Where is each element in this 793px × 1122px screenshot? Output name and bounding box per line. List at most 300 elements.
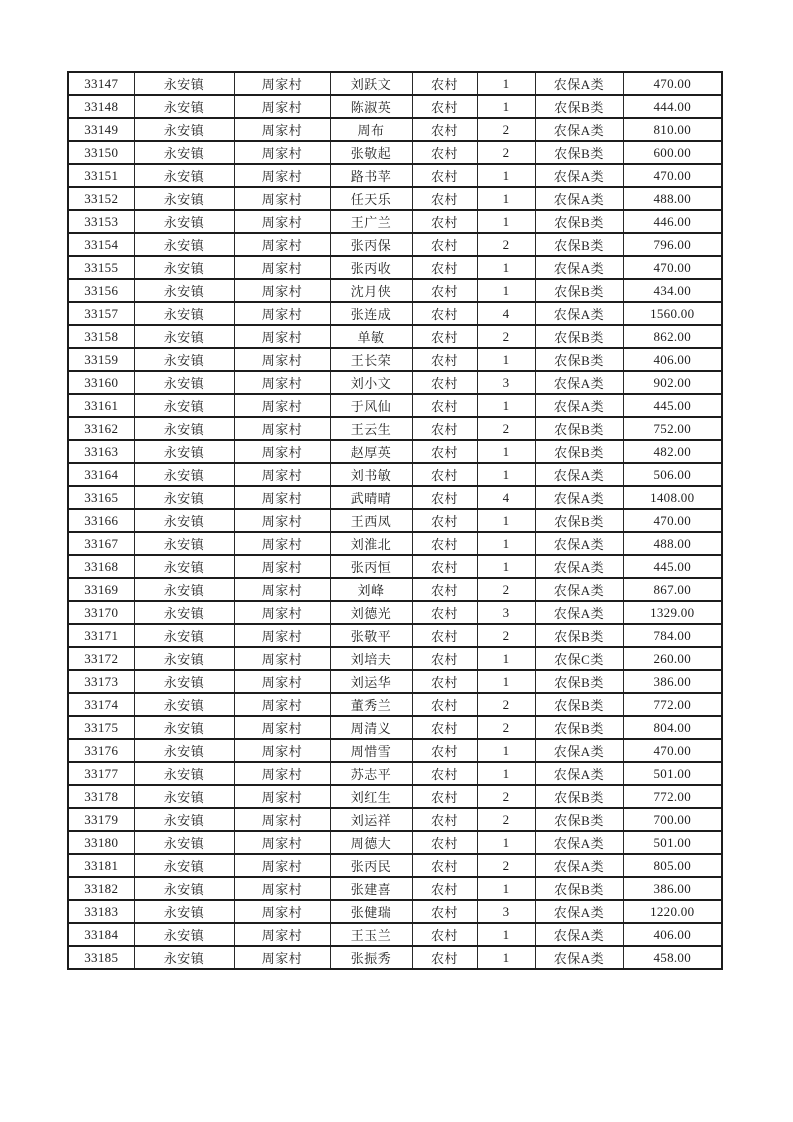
cell-residence-type: 农村: [412, 302, 477, 325]
cell-amount: 406.00: [623, 923, 722, 946]
cell-amount: 445.00: [623, 394, 722, 417]
cell-amount: 1220.00: [623, 900, 722, 923]
cell-insurance-category: 农保B类: [535, 716, 623, 739]
cell-amount: 260.00: [623, 647, 722, 670]
cell-village: 周家村: [234, 555, 330, 578]
cell-person-name: 张敬平: [330, 624, 412, 647]
cell-town: 永安镇: [134, 302, 234, 325]
cell-town: 永安镇: [134, 647, 234, 670]
cell-village: 周家村: [234, 394, 330, 417]
table-row: [68, 854, 722, 877]
cell-residence-type: 农村: [412, 762, 477, 785]
cell-village: 周家村: [234, 785, 330, 808]
cell-residence-type: 农村: [412, 624, 477, 647]
cell-residence-type: 农村: [412, 532, 477, 555]
cell-person-name: 刘小文: [330, 371, 412, 394]
cell-residence-type: 农村: [412, 141, 477, 164]
cell-residence-type: 农村: [412, 854, 477, 877]
table-row: [68, 555, 722, 578]
cell-person-name: 路书苹: [330, 164, 412, 187]
cell-record-id: 33164: [68, 463, 134, 486]
cell-record-id: 33176: [68, 739, 134, 762]
cell-person-name: 刘红生: [330, 785, 412, 808]
cell-person-name: 刘跃文: [330, 72, 412, 95]
cell-record-id: 33185: [68, 946, 134, 969]
cell-amount: 772.00: [623, 785, 722, 808]
cell-residence-type: 农村: [412, 72, 477, 95]
cell-village: 周家村: [234, 256, 330, 279]
cell-residence-type: 农村: [412, 95, 477, 118]
cell-person-name: 刘书敏: [330, 463, 412, 486]
cell-residence-type: 农村: [412, 417, 477, 440]
table-row: [68, 417, 722, 440]
cell-town: 永安镇: [134, 210, 234, 233]
cell-insurance-category: 农保A类: [535, 601, 623, 624]
cell-record-id: 33165: [68, 486, 134, 509]
cell-town: 永安镇: [134, 670, 234, 693]
cell-residence-type: 农村: [412, 923, 477, 946]
cell-insurance-category: 农保B类: [535, 670, 623, 693]
cell-insurance-category: 农保B类: [535, 785, 623, 808]
cell-amount: 445.00: [623, 555, 722, 578]
cell-insurance-category: 农保B类: [535, 325, 623, 348]
cell-insurance-category: 农保B类: [535, 95, 623, 118]
cell-person-name: 于风仙: [330, 394, 412, 417]
cell-record-id: 33159: [68, 348, 134, 371]
cell-person-count: 3: [477, 371, 535, 394]
cell-record-id: 33149: [68, 118, 134, 141]
cell-person-name: 刘德光: [330, 601, 412, 624]
cell-village: 周家村: [234, 95, 330, 118]
cell-village: 周家村: [234, 900, 330, 923]
cell-person-name: 张敬起: [330, 141, 412, 164]
cell-residence-type: 农村: [412, 601, 477, 624]
cell-town: 永安镇: [134, 486, 234, 509]
cell-village: 周家村: [234, 693, 330, 716]
cell-town: 永安镇: [134, 118, 234, 141]
cell-village: 周家村: [234, 210, 330, 233]
table-row: [68, 371, 722, 394]
cell-person-count: 2: [477, 716, 535, 739]
cell-person-count: 2: [477, 118, 535, 141]
table-row: [68, 95, 722, 118]
records-table: [67, 71, 723, 970]
cell-town: 永安镇: [134, 141, 234, 164]
cell-person-name: 张丙收: [330, 256, 412, 279]
cell-amount: 470.00: [623, 256, 722, 279]
cell-amount: 482.00: [623, 440, 722, 463]
cell-insurance-category: 农保A类: [535, 900, 623, 923]
cell-person-name: 武晴晴: [330, 486, 412, 509]
cell-person-count: 1: [477, 463, 535, 486]
cell-person-name: 周德大: [330, 831, 412, 854]
cell-person-count: 1: [477, 164, 535, 187]
cell-person-count: 1: [477, 532, 535, 555]
table-row: [68, 716, 722, 739]
cell-village: 周家村: [234, 417, 330, 440]
cell-residence-type: 农村: [412, 325, 477, 348]
cell-town: 永安镇: [134, 394, 234, 417]
cell-residence-type: 农村: [412, 164, 477, 187]
cell-residence-type: 农村: [412, 693, 477, 716]
cell-insurance-category: 农保A类: [535, 486, 623, 509]
table-row: [68, 509, 722, 532]
cell-amount: 1329.00: [623, 601, 722, 624]
cell-village: 周家村: [234, 647, 330, 670]
cell-person-count: 3: [477, 900, 535, 923]
table-row: [68, 141, 722, 164]
cell-village: 周家村: [234, 739, 330, 762]
cell-insurance-category: 农保A类: [535, 854, 623, 877]
cell-insurance-category: 农保A类: [535, 72, 623, 95]
cell-insurance-category: 农保A类: [535, 739, 623, 762]
cell-village: 周家村: [234, 831, 330, 854]
cell-town: 永安镇: [134, 762, 234, 785]
cell-insurance-category: 农保A类: [535, 164, 623, 187]
table-body: [68, 72, 722, 969]
cell-person-count: 1: [477, 256, 535, 279]
table-row: [68, 256, 722, 279]
cell-person-name: 张丙民: [330, 854, 412, 877]
cell-village: 周家村: [234, 233, 330, 256]
cell-village: 周家村: [234, 854, 330, 877]
table-row: [68, 762, 722, 785]
table-row: [68, 670, 722, 693]
cell-town: 永安镇: [134, 509, 234, 532]
cell-village: 周家村: [234, 440, 330, 463]
cell-town: 永安镇: [134, 578, 234, 601]
cell-village: 周家村: [234, 532, 330, 555]
cell-record-id: 33167: [68, 532, 134, 555]
cell-person-count: 1: [477, 946, 535, 969]
cell-residence-type: 农村: [412, 555, 477, 578]
cell-residence-type: 农村: [412, 900, 477, 923]
table-row: [68, 601, 722, 624]
cell-person-name: 刘运祥: [330, 808, 412, 831]
cell-residence-type: 农村: [412, 440, 477, 463]
cell-insurance-category: 农保B类: [535, 233, 623, 256]
cell-town: 永安镇: [134, 95, 234, 118]
cell-amount: 902.00: [623, 371, 722, 394]
table-row: [68, 739, 722, 762]
table-row: [68, 440, 722, 463]
cell-village: 周家村: [234, 463, 330, 486]
cell-amount: 446.00: [623, 210, 722, 233]
cell-person-count: 2: [477, 233, 535, 256]
cell-amount: 501.00: [623, 831, 722, 854]
cell-person-name: 刘淮北: [330, 532, 412, 555]
cell-village: 周家村: [234, 164, 330, 187]
cell-insurance-category: 农保B类: [535, 210, 623, 233]
cell-residence-type: 农村: [412, 348, 477, 371]
table-row: [68, 923, 722, 946]
cell-person-name: 苏志平: [330, 762, 412, 785]
cell-person-count: 2: [477, 325, 535, 348]
cell-amount: 434.00: [623, 279, 722, 302]
cell-record-id: 33184: [68, 923, 134, 946]
cell-person-name: 单敏: [330, 325, 412, 348]
cell-person-name: 刘运华: [330, 670, 412, 693]
cell-amount: 752.00: [623, 417, 722, 440]
cell-person-name: 周惜雪: [330, 739, 412, 762]
cell-person-count: 1: [477, 647, 535, 670]
cell-town: 永安镇: [134, 555, 234, 578]
cell-record-id: 33168: [68, 555, 134, 578]
cell-town: 永安镇: [134, 72, 234, 95]
cell-amount: 867.00: [623, 578, 722, 601]
cell-village: 周家村: [234, 946, 330, 969]
cell-person-count: 1: [477, 555, 535, 578]
cell-residence-type: 农村: [412, 647, 477, 670]
cell-town: 永安镇: [134, 532, 234, 555]
cell-village: 周家村: [234, 187, 330, 210]
cell-record-id: 33155: [68, 256, 134, 279]
cell-residence-type: 农村: [412, 118, 477, 141]
cell-amount: 501.00: [623, 762, 722, 785]
table-row: [68, 486, 722, 509]
cell-person-name: 张丙保: [330, 233, 412, 256]
cell-insurance-category: 农保A类: [535, 923, 623, 946]
cell-person-count: 1: [477, 279, 535, 302]
cell-village: 周家村: [234, 302, 330, 325]
cell-record-id: 33147: [68, 72, 134, 95]
cell-village: 周家村: [234, 72, 330, 95]
cell-insurance-category: 农保B类: [535, 417, 623, 440]
cell-village: 周家村: [234, 279, 330, 302]
cell-town: 永安镇: [134, 854, 234, 877]
cell-person-count: 2: [477, 578, 535, 601]
cell-record-id: 33161: [68, 394, 134, 417]
cell-insurance-category: 农保A类: [535, 371, 623, 394]
cell-amount: 600.00: [623, 141, 722, 164]
table-row: [68, 279, 722, 302]
table-row: [68, 463, 722, 486]
cell-insurance-category: 农保A类: [535, 946, 623, 969]
cell-person-count: 1: [477, 877, 535, 900]
cell-town: 永安镇: [134, 946, 234, 969]
cell-record-id: 33178: [68, 785, 134, 808]
cell-village: 周家村: [234, 509, 330, 532]
cell-person-count: 2: [477, 785, 535, 808]
cell-residence-type: 农村: [412, 716, 477, 739]
cell-person-name: 张丙恒: [330, 555, 412, 578]
cell-insurance-category: 农保A类: [535, 555, 623, 578]
cell-person-name: 王西凤: [330, 509, 412, 532]
table-row: [68, 302, 722, 325]
cell-residence-type: 农村: [412, 279, 477, 302]
cell-town: 永安镇: [134, 463, 234, 486]
cell-town: 永安镇: [134, 923, 234, 946]
cell-person-count: 1: [477, 72, 535, 95]
cell-person-name: 张连成: [330, 302, 412, 325]
cell-record-id: 33181: [68, 854, 134, 877]
cell-amount: 470.00: [623, 739, 722, 762]
cell-person-name: 王云生: [330, 417, 412, 440]
cell-town: 永安镇: [134, 693, 234, 716]
cell-village: 周家村: [234, 808, 330, 831]
cell-village: 周家村: [234, 141, 330, 164]
cell-amount: 444.00: [623, 95, 722, 118]
cell-town: 永安镇: [134, 417, 234, 440]
cell-record-id: 33174: [68, 693, 134, 716]
cell-insurance-category: 农保B类: [535, 141, 623, 164]
cell-amount: 458.00: [623, 946, 722, 969]
cell-person-count: 1: [477, 394, 535, 417]
table-row: [68, 233, 722, 256]
cell-person-count: 1: [477, 762, 535, 785]
cell-town: 永安镇: [134, 371, 234, 394]
cell-amount: 772.00: [623, 693, 722, 716]
cell-village: 周家村: [234, 118, 330, 141]
cell-village: 周家村: [234, 624, 330, 647]
cell-amount: 1408.00: [623, 486, 722, 509]
cell-village: 周家村: [234, 371, 330, 394]
cell-record-id: 33180: [68, 831, 134, 854]
cell-record-id: 33154: [68, 233, 134, 256]
cell-town: 永安镇: [134, 739, 234, 762]
cell-town: 永安镇: [134, 716, 234, 739]
cell-person-name: 刘培夫: [330, 647, 412, 670]
cell-record-id: 33173: [68, 670, 134, 693]
cell-insurance-category: 农保C类: [535, 647, 623, 670]
cell-person-count: 3: [477, 601, 535, 624]
cell-person-count: 1: [477, 509, 535, 532]
cell-insurance-category: 农保B类: [535, 624, 623, 647]
cell-person-count: 1: [477, 440, 535, 463]
cell-person-count: 1: [477, 95, 535, 118]
cell-person-count: 1: [477, 348, 535, 371]
cell-person-count: 4: [477, 302, 535, 325]
cell-person-count: 1: [477, 187, 535, 210]
cell-record-id: 33158: [68, 325, 134, 348]
cell-village: 周家村: [234, 762, 330, 785]
cell-insurance-category: 农保A类: [535, 394, 623, 417]
cell-insurance-category: 农保A类: [535, 762, 623, 785]
cell-town: 永安镇: [134, 900, 234, 923]
cell-record-id: 33182: [68, 877, 134, 900]
cell-residence-type: 农村: [412, 210, 477, 233]
cell-residence-type: 农村: [412, 670, 477, 693]
cell-record-id: 33150: [68, 141, 134, 164]
cell-person-name: 赵厚英: [330, 440, 412, 463]
cell-person-name: 周清义: [330, 716, 412, 739]
cell-amount: 804.00: [623, 716, 722, 739]
cell-residence-type: 农村: [412, 509, 477, 532]
cell-insurance-category: 农保A类: [535, 578, 623, 601]
cell-person-name: 张健瑞: [330, 900, 412, 923]
cell-village: 周家村: [234, 325, 330, 348]
cell-record-id: 33153: [68, 210, 134, 233]
cell-residence-type: 农村: [412, 233, 477, 256]
cell-residence-type: 农村: [412, 808, 477, 831]
cell-person-name: 周布: [330, 118, 412, 141]
cell-village: 周家村: [234, 716, 330, 739]
cell-person-count: 1: [477, 670, 535, 693]
table-row: [68, 118, 722, 141]
cell-residence-type: 农村: [412, 486, 477, 509]
table-row: [68, 785, 722, 808]
table-row: [68, 210, 722, 233]
cell-insurance-category: 农保B类: [535, 279, 623, 302]
cell-person-name: 任天乐: [330, 187, 412, 210]
cell-insurance-category: 农保B类: [535, 808, 623, 831]
cell-town: 永安镇: [134, 256, 234, 279]
cell-insurance-category: 农保A类: [535, 532, 623, 555]
cell-record-id: 33151: [68, 164, 134, 187]
cell-amount: 488.00: [623, 532, 722, 555]
cell-amount: 862.00: [623, 325, 722, 348]
cell-village: 周家村: [234, 578, 330, 601]
cell-village: 周家村: [234, 923, 330, 946]
cell-town: 永安镇: [134, 877, 234, 900]
cell-record-id: 33166: [68, 509, 134, 532]
cell-village: 周家村: [234, 670, 330, 693]
cell-person-count: 2: [477, 141, 535, 164]
cell-amount: 470.00: [623, 509, 722, 532]
cell-residence-type: 农村: [412, 739, 477, 762]
cell-amount: 386.00: [623, 877, 722, 900]
cell-person-name: 沈月侠: [330, 279, 412, 302]
cell-person-count: 1: [477, 831, 535, 854]
cell-residence-type: 农村: [412, 578, 477, 601]
cell-town: 永安镇: [134, 785, 234, 808]
cell-record-id: 33171: [68, 624, 134, 647]
table-row: [68, 532, 722, 555]
cell-record-id: 33156: [68, 279, 134, 302]
cell-town: 永安镇: [134, 164, 234, 187]
cell-person-name: 王广兰: [330, 210, 412, 233]
cell-record-id: 33163: [68, 440, 134, 463]
cell-insurance-category: 农保B类: [535, 440, 623, 463]
table-row: [68, 325, 722, 348]
cell-town: 永安镇: [134, 624, 234, 647]
cell-person-name: 张振秀: [330, 946, 412, 969]
table-row: [68, 900, 722, 923]
table-row: [68, 164, 722, 187]
cell-town: 永安镇: [134, 325, 234, 348]
cell-person-name: 王长荣: [330, 348, 412, 371]
cell-residence-type: 农村: [412, 946, 477, 969]
cell-record-id: 33170: [68, 601, 134, 624]
cell-town: 永安镇: [134, 808, 234, 831]
cell-insurance-category: 农保B类: [535, 877, 623, 900]
cell-record-id: 33183: [68, 900, 134, 923]
cell-person-count: 2: [477, 808, 535, 831]
cell-town: 永安镇: [134, 440, 234, 463]
cell-amount: 406.00: [623, 348, 722, 371]
cell-town: 永安镇: [134, 233, 234, 256]
cell-insurance-category: 农保A类: [535, 187, 623, 210]
cell-town: 永安镇: [134, 831, 234, 854]
cell-amount: 805.00: [623, 854, 722, 877]
table-row: [68, 624, 722, 647]
cell-record-id: 33169: [68, 578, 134, 601]
cell-record-id: 33177: [68, 762, 134, 785]
cell-record-id: 33152: [68, 187, 134, 210]
table-row: [68, 808, 722, 831]
cell-amount: 470.00: [623, 164, 722, 187]
cell-village: 周家村: [234, 348, 330, 371]
cell-residence-type: 农村: [412, 785, 477, 808]
cell-residence-type: 农村: [412, 831, 477, 854]
cell-amount: 784.00: [623, 624, 722, 647]
cell-residence-type: 农村: [412, 371, 477, 394]
cell-person-count: 2: [477, 624, 535, 647]
cell-amount: 506.00: [623, 463, 722, 486]
cell-person-name: 董秀兰: [330, 693, 412, 716]
cell-insurance-category: 农保A类: [535, 463, 623, 486]
table-row: [68, 72, 722, 95]
